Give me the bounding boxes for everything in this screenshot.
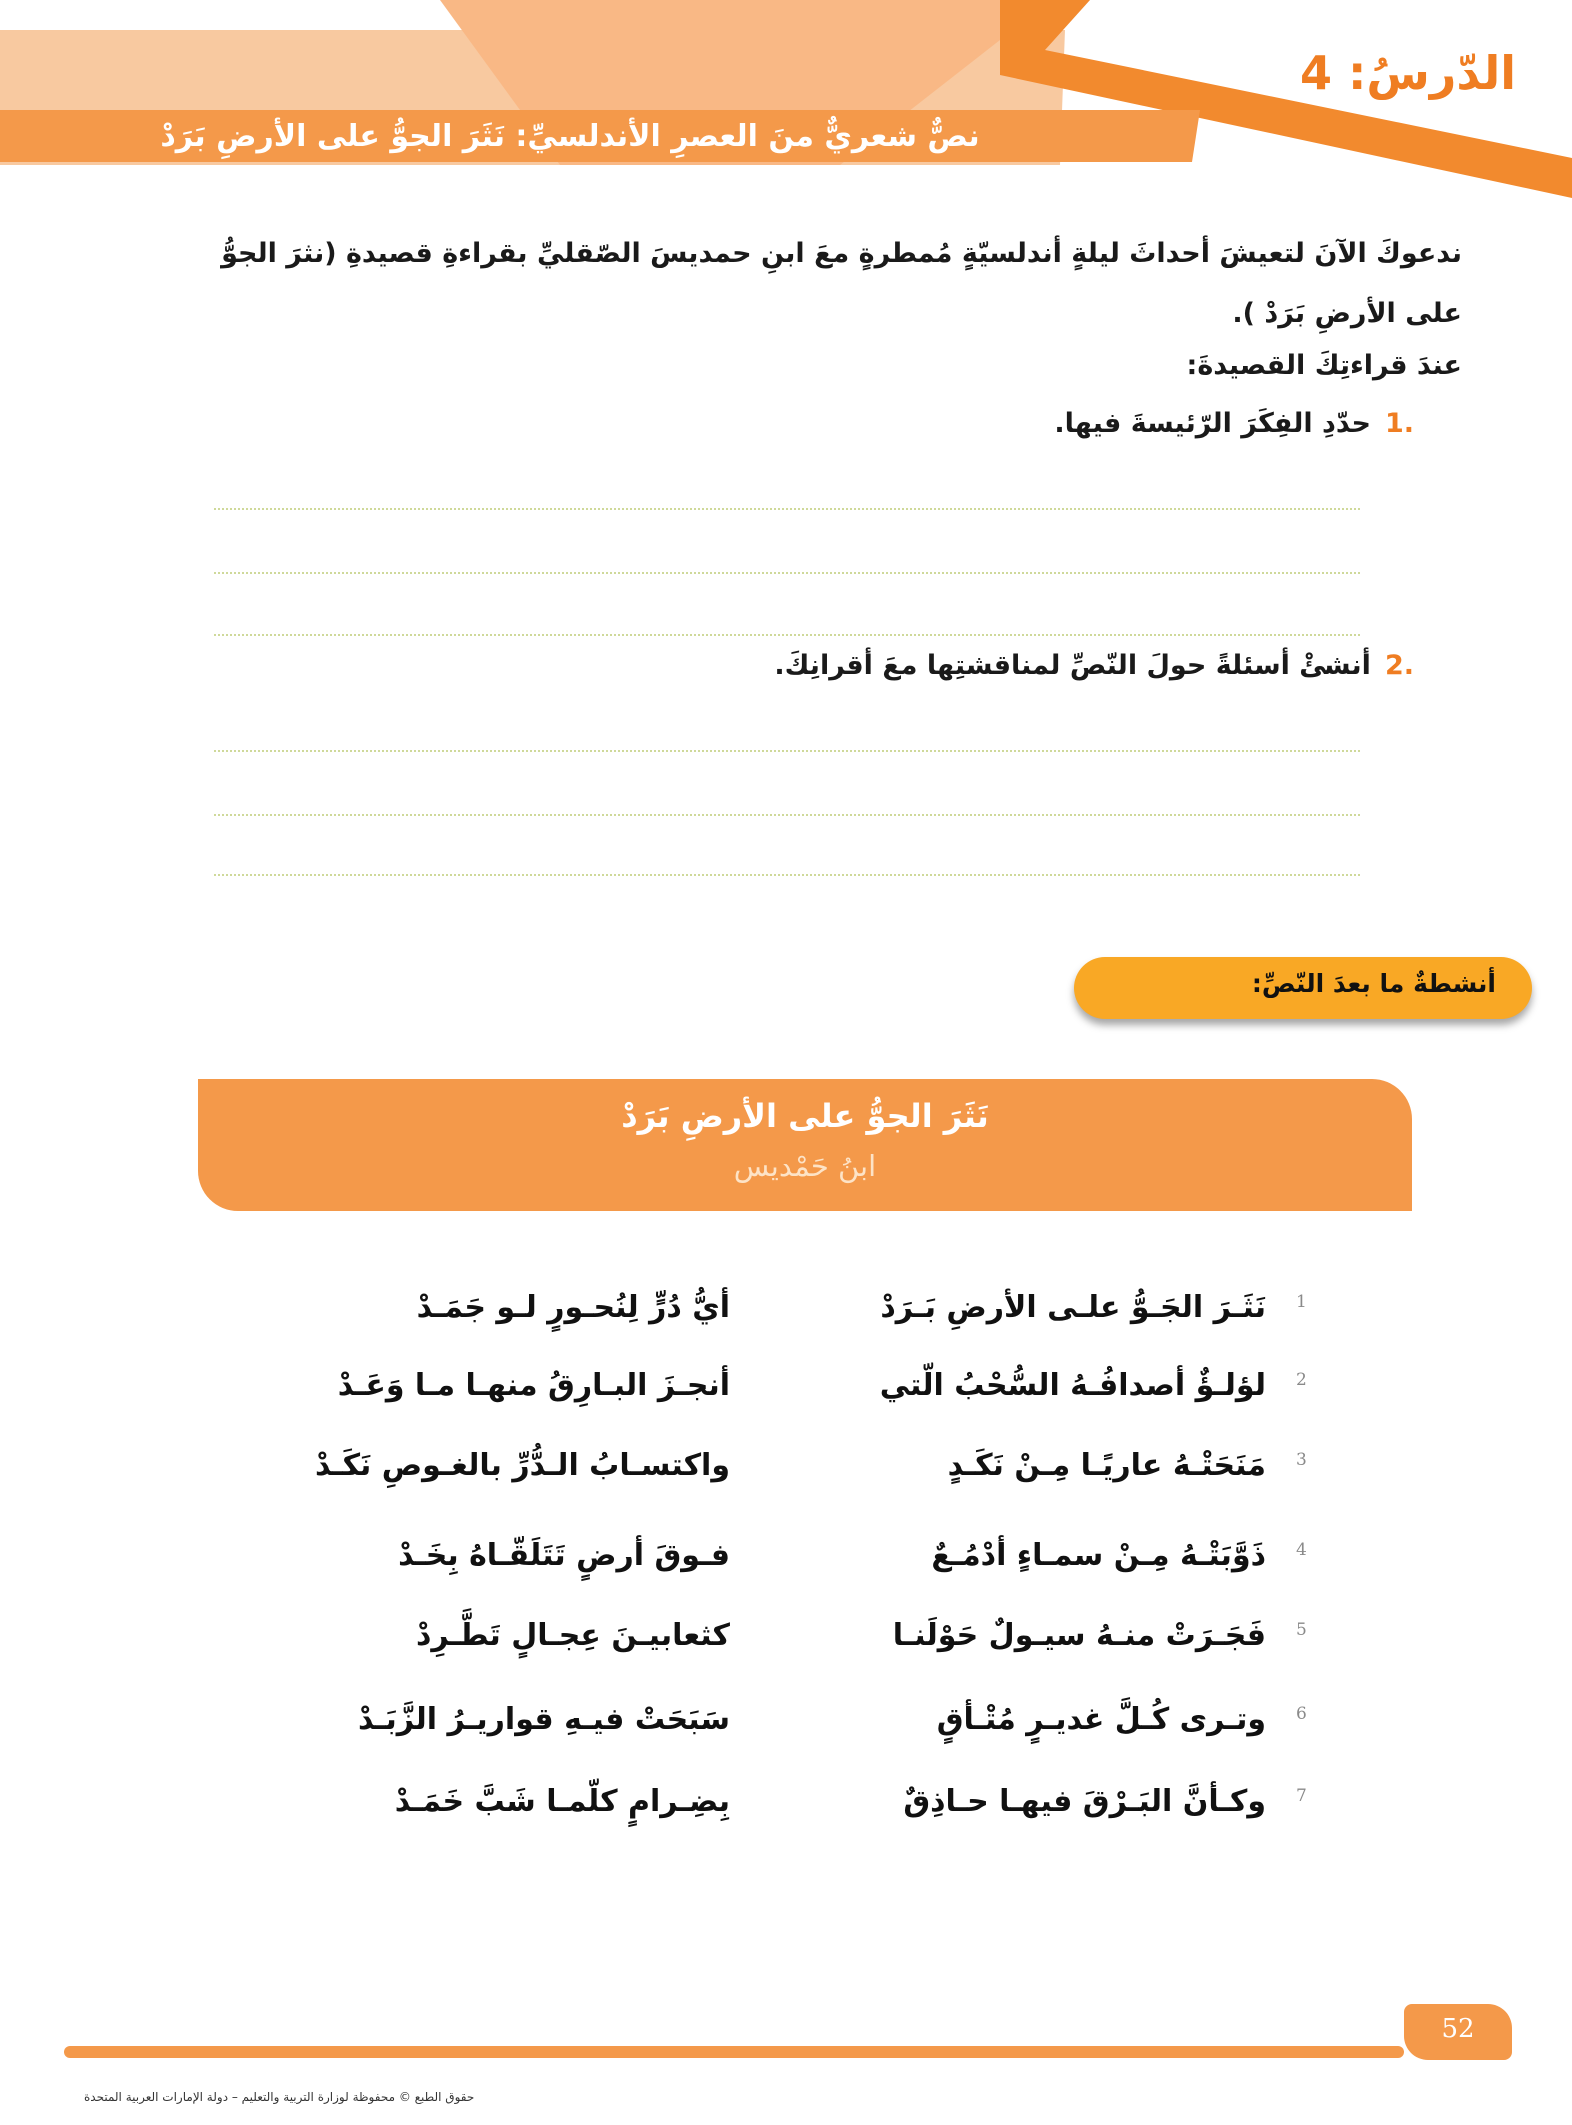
poem-verse — [0, 1690, 1572, 1750]
lesson-title: الدّرسُ: 4 — [1300, 46, 1516, 100]
poem-banner — [198, 1079, 1412, 1211]
verse-sadr: لؤلـؤٌ أصدافُـهُ السُّحْبُ الّتي — [879, 1368, 1266, 1403]
verse-ajuz: أيُّ دُرٍّ لِنُحـورٍ لـو جَمَـدْ — [416, 1290, 730, 1325]
page-number: 52 — [1441, 2014, 1475, 2044]
intro-line: ندعوكَ الآنَ لتعيشَ أحداثَ ليلةٍ أندلسيّةٍ مُمطرةٍ معَ ابنِ حمديسَ الصّقليِّ بقراءةِ قصيدةِ (نثرَ الجوُّ — [221, 238, 1462, 269]
verse-number: 4 — [1296, 1540, 1307, 1560]
poem-author: ابنُ حَمْديس — [733, 1149, 877, 1183]
verse-number: 6 — [1296, 1704, 1307, 1724]
verse-number: 7 — [1296, 1786, 1307, 1806]
answer-line[interactable] — [214, 814, 1360, 816]
verse-number: 2 — [1296, 1370, 1307, 1390]
poem-verse — [0, 1526, 1572, 1586]
verse-number: 5 — [1296, 1620, 1307, 1640]
intro-paragraph — [142, 224, 1462, 388]
verse-sadr: فَجَـرَتْ منـهُ سيـولٌ حَوْلَنـا — [892, 1618, 1266, 1653]
question-1 — [1054, 408, 1414, 439]
intro-line: عندَ قراءتِكَ القصيدةَ: — [1186, 350, 1462, 381]
question-2 — [774, 650, 1414, 681]
verse-ajuz: بِضِـرامٍ كلّمـا شَبَّ خَمَـدْ — [394, 1784, 730, 1819]
verse-ajuz: سَبَحَتْ فيـهِ قواريـرُ الزَّبَـدْ — [357, 1702, 730, 1737]
poem-verse — [0, 1356, 1572, 1416]
activities-label: أنشطةٌ ما بعدَ النّصِّ: — [1251, 969, 1496, 998]
poem-verse — [0, 1606, 1572, 1666]
poem-title: نَثَرَ الجوُّ على الأرضِ بَرَدْ — [621, 1097, 989, 1135]
answer-line[interactable] — [214, 508, 1360, 510]
verse-sadr: وكـأنَّ البَـرْقَ فيهـا حـاذِقٌ — [903, 1784, 1266, 1819]
question-text: حدّدِ الفِكَرَ الرّئيسةَ فيها. — [1054, 408, 1371, 439]
question-number: .2 — [1384, 650, 1414, 681]
poem-verse — [0, 1772, 1572, 1832]
page-number-badge — [1404, 2004, 1512, 2060]
poem-verse — [0, 1278, 1572, 1338]
verse-ajuz: فـوقَ أرضٍ تَتَلَقّـاهُ بِخَـدْ — [398, 1538, 730, 1573]
verse-ajuz: أنجـزَ البـارِقُ منهـا مـا وَعَـدْ — [337, 1368, 730, 1403]
answer-line[interactable] — [214, 750, 1360, 752]
verse-number: 1 — [1296, 1292, 1307, 1312]
verse-ajuz: كثعابيـنَ عِجـالٍ تَطَّـرِدْ — [415, 1618, 730, 1653]
activities-label-pill — [1074, 957, 1532, 1019]
answer-line[interactable] — [214, 874, 1360, 876]
verse-number: 3 — [1296, 1450, 1307, 1470]
verse-sadr: نَثَـرَ الجَـوُّ علـى الأرضِ بَـرَدْ — [880, 1290, 1266, 1325]
verse-sadr: مَنَحَتْـهُ عاريًـا مِـنْ نَكَـدٍ — [947, 1448, 1266, 1483]
verse-ajuz: واكتسـابُ الـدُّرِّ بالغـوصِ نَكَـدْ — [315, 1448, 730, 1483]
answer-line[interactable] — [214, 572, 1360, 574]
question-text: أنشئْ أسئلةً حولَ النّصِّ لمناقشتِها معَ أقرانِكَ. — [774, 650, 1371, 681]
footer-bar — [64, 2046, 1404, 2058]
verse-sadr: وتـرى كُـلَّ غديـرٍ مُتْـأقٍ — [936, 1702, 1266, 1737]
verse-sadr: ذَوَّبَتْـهُ مِـنْ سمـاءٍ أدْمُـعٌ — [931, 1538, 1266, 1573]
lesson-subtitle: نصٌّ شعريٌّ منَ العصرِ الأندلسيِّ: نَثَرَ الجوُّ على الأرضِ بَرَدْ — [160, 119, 980, 154]
header-decoration — [0, 0, 1572, 200]
intro-line: على الأرضِ بَرَدْ ). — [1232, 298, 1462, 329]
answer-line[interactable] — [214, 634, 1360, 636]
copyright-note: حقوق الطبع © محفوظة لوزارة التربية والتعليم – دولة الإمارات العربية المتحدة — [84, 2090, 475, 2104]
poem-verse — [0, 1436, 1572, 1496]
question-number: .1 — [1384, 408, 1414, 439]
